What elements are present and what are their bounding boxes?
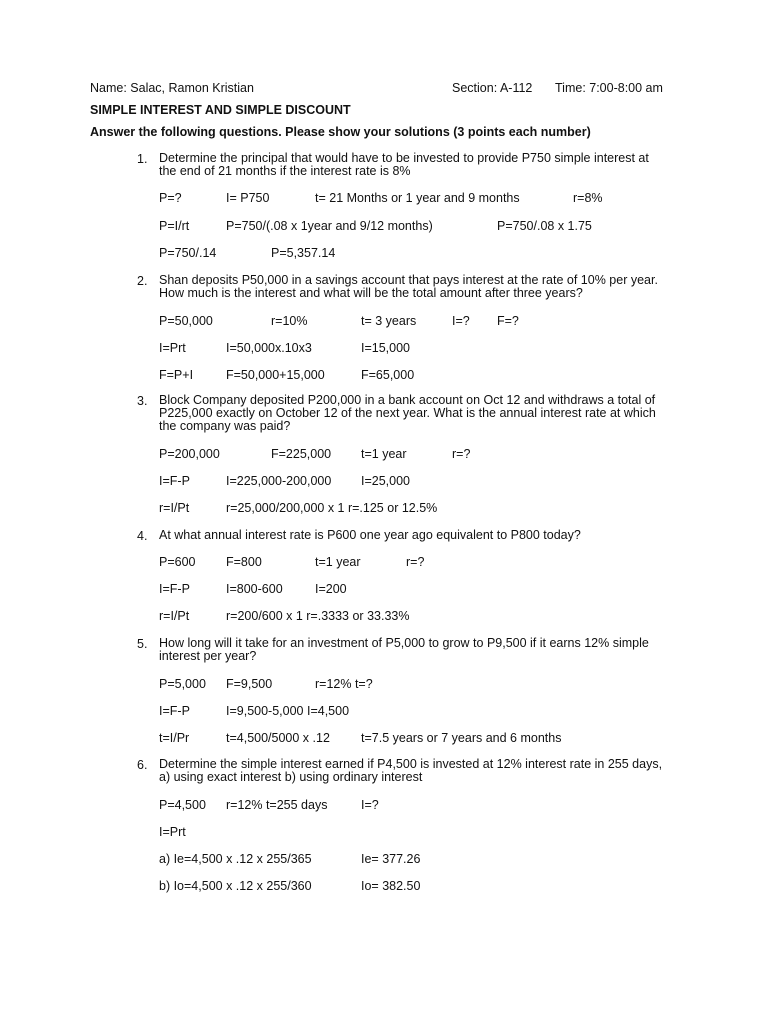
solution-term: I=F-P (159, 474, 190, 488)
solution-term: I=9,500-5,000 I=4,500 (226, 704, 350, 718)
solution-term: I=50,000x.10x3 (226, 341, 312, 355)
solution-line (0, 582, 768, 597)
solution-line (0, 191, 768, 206)
solution-term: I=Prt (159, 341, 186, 355)
solution-term: F=800 (226, 555, 262, 569)
solution-line (0, 447, 768, 462)
solution-term: P=4,500 (159, 798, 206, 812)
solution-term: t=I/Pr (159, 731, 190, 745)
student-name: Name: Salac, Ramon Kristian (90, 81, 254, 95)
solution-line (0, 474, 768, 489)
solution-term: I=200 (315, 582, 347, 596)
solution-term: P=600 (159, 555, 196, 569)
solution-term: I=F-P (159, 582, 190, 596)
solution-term: t=1 year (361, 447, 407, 461)
solution-term: Ie= 377.26 (361, 852, 421, 866)
solution-term: t=7.5 years or 7 years and 6 months (361, 731, 562, 745)
solution-term: r=I/Pt (159, 609, 190, 623)
solution-line (0, 852, 768, 867)
solution-term: I=15,000 (361, 341, 411, 355)
solution-term: I= P750 (226, 191, 270, 205)
solution-term: r=? (406, 555, 425, 569)
solution-term: I=F-P (159, 704, 190, 718)
solution-term: b) Io=4,500 x .12 x 255/360 (159, 879, 312, 893)
section-label: Section: A-112 (452, 81, 533, 95)
document-title: SIMPLE INTEREST AND SIMPLE DISCOUNT (90, 103, 351, 117)
question-text: Shan deposits P50,000 in a savings account that pays interest at the rate of 10% per year. How much is the interest and what will be the total amount after three years? (159, 273, 658, 300)
time-label: Time: 7:00-8:00 am (555, 81, 663, 95)
solution-term: F=65,000 (361, 368, 415, 382)
question-number: 2. (137, 274, 148, 288)
solution-term: I=225,000-200,000 (226, 474, 332, 488)
question-number: 6. (137, 758, 148, 772)
instructions: Answer the following questions. Please show your solutions (3 points each number) (90, 125, 591, 139)
question-text: Determine the principal that would have to be invested to provide P750 simple interest at the end of 21 months if the interest rate is 8% (159, 151, 649, 178)
solution-term: P=? (159, 191, 182, 205)
question-number: 1. (137, 152, 148, 166)
solution-term: P=I/rt (159, 219, 190, 233)
solution-term: r=10% (271, 314, 308, 328)
solution-term: t=4,500/5000 x .12 (226, 731, 330, 745)
solution-term: r=12% t=255 days (226, 798, 328, 812)
solution-term: t= 3 years (361, 314, 417, 328)
solution-term: I=25,000 (361, 474, 411, 488)
solution-term: r=12% t=? (315, 677, 373, 691)
solution-term: t=1 year (315, 555, 361, 569)
question-number: 4. (137, 529, 148, 543)
question-number: 3. (137, 394, 148, 408)
solution-term: t= 21 Months or 1 year and 9 months (315, 191, 520, 205)
solution-line (0, 314, 768, 329)
solution-line (0, 219, 768, 234)
solution-line (0, 825, 768, 840)
solution-line (0, 501, 768, 516)
solution-term: I=? (452, 314, 470, 328)
solution-term: P=750/(.08 x 1year and 9/12 months) (226, 219, 433, 233)
question-number: 5. (137, 637, 148, 651)
solution-term: F=225,000 (271, 447, 332, 461)
solution-term: a) Ie=4,500 x .12 x 255/365 (159, 852, 312, 866)
solution-term: P=750/.14 (159, 246, 217, 260)
solution-term: r=? (452, 447, 471, 461)
solution-term: P=5,357.14 (271, 246, 336, 260)
solution-term: I=? (361, 798, 379, 812)
question-text: Block Company deposited P200,000 in a bank account on Oct 12 and withdraws a total of P225,000 exactly on October 12 of the next year. What is the annual interest rate at which the company was paid? (159, 393, 656, 433)
solution-line (0, 246, 768, 261)
solution-line (0, 731, 768, 746)
solution-line (0, 879, 768, 894)
solution-term: r=200/600 x 1 r=.3333 or 33.33% (226, 609, 410, 623)
solution-term: P=750/.08 x 1.75 (497, 219, 592, 233)
solution-term: P=200,000 (159, 447, 220, 461)
solution-line (0, 704, 768, 719)
solution-term: P=5,000 (159, 677, 206, 691)
solution-term: I=Prt (159, 825, 186, 839)
solution-term: r=8% (573, 191, 603, 205)
solution-line (0, 341, 768, 356)
solution-term: F=50,000+15,000 (226, 368, 325, 382)
solution-term: r=I/Pt (159, 501, 190, 515)
solution-line (0, 677, 768, 692)
question-text: At what annual interest rate is P600 one year ago equivalent to P800 today? (159, 528, 581, 542)
solution-term: P=50,000 (159, 314, 213, 328)
solution-term: I=800-600 (226, 582, 283, 596)
question-text: Determine the simple interest earned if P4,500 is invested at 12% interest rate in 255 days, a) using exact interest b) using ordinary interest (159, 757, 663, 784)
solution-line (0, 555, 768, 570)
question-text: How long will it take for an investment of P5,000 to grow to P9,500 if it earns 12% simple interest per year? (159, 636, 649, 663)
solution-term: F=P+I (159, 368, 194, 382)
solution-line (0, 798, 768, 813)
solution-term: F=? (497, 314, 519, 328)
solution-term: Io= 382.50 (361, 879, 421, 893)
solution-line (0, 609, 768, 624)
solution-term: F=9,500 (226, 677, 273, 691)
solution-line (0, 368, 768, 383)
solution-term: r=25,000/200,000 x 1 r=.125 or 12.5% (226, 501, 438, 515)
